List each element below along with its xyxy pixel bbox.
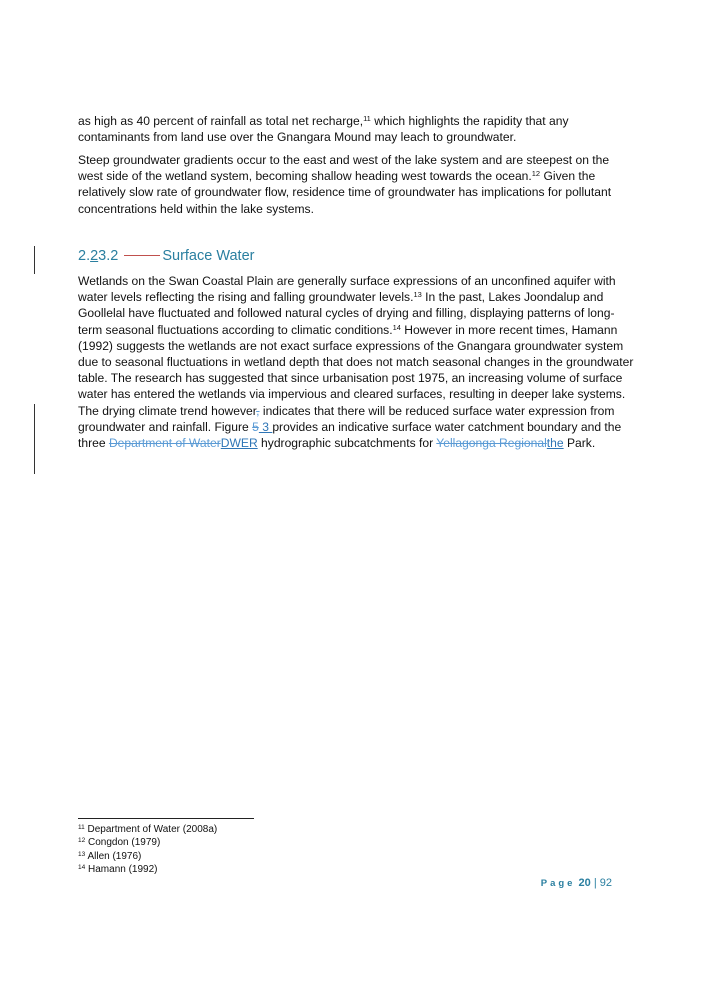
footnote-text: Department of Water (2008a) [84, 824, 218, 835]
footnote-item [78, 823, 217, 836]
revision-change-bar [34, 404, 35, 474]
paragraph-text: indicates that there will be reduced surface water expression from groundwater and rainfall. Figure [78, 403, 615, 434]
paragraph-text: Given the relatively slow rate of groundwater flow, residence time of groundwater has implications for pollutant concentrations held within the lake systems. [78, 169, 612, 216]
paragraph-text: Park. [563, 436, 596, 451]
paragraph-text: hydrographic subcatchments for [257, 436, 437, 451]
footnote-ref-13[interactable]: 13 [413, 290, 422, 300]
footnote-separator [78, 818, 254, 819]
footnote-text: Hamann (1992) [85, 864, 158, 876]
deleted-tab-marker [124, 255, 160, 256]
revision-change-bar [34, 246, 35, 274]
footnote-ref-14[interactable]: 14 [392, 322, 401, 332]
inserted-text: 2 [90, 248, 99, 264]
page-number [541, 877, 612, 889]
deleted-text: Department of Water [108, 436, 221, 451]
deleted-text: Yellagonga Regional [436, 436, 547, 451]
paragraph-text: which highlights the rapidity that any contaminants from land use over the Gnangara Mound may leach to groundwater. [78, 114, 569, 145]
current-page: 20 [578, 877, 591, 889]
page-separator: | [590, 877, 600, 889]
paragraph-text: provides an indicative surface water catchment boundary and the three [78, 419, 622, 451]
section-number: 3.2 [98, 248, 119, 264]
footnote-item [78, 850, 217, 863]
inserted-text: DWER [220, 436, 258, 451]
inserted-text: 3 [258, 419, 273, 434]
paragraph-text: Steep groundwater gradients occur to the east and west of the lake system and are steepest on the west side of the wetland system, becoming shallow heading west towards the ocean. [78, 153, 610, 184]
footnote-number: 11 [78, 824, 85, 831]
footnote-item [78, 863, 217, 876]
total-pages: 92 [599, 877, 612, 889]
section-number: 2. [78, 248, 91, 264]
footnote-number: 13 [78, 850, 86, 858]
paragraph-text: However in more recent times, Hamann (1992) suggests the wetlands are not exact surface expressions of the Gnangara groundwater system due to seasonal fluctuations in wetland depth that does not match seasonal changes in the groundwater table. The research has suggested that since urbanisation post 1975, an increasing volume of surface water has entered the wetlands via impervious and cleared surfaces, resulting in deeper lake systems. The drying climate trend however [78, 322, 634, 418]
footnotes [78, 823, 217, 877]
paragraph-surface-water [78, 273, 634, 451]
paragraph-text: In the past, Lakes Joondalup and Goollelal have fluctuated and followed natural cycles of drying and filling, displaying patterns of long-term seasonal fluctuations according to climatic conditions. [78, 290, 615, 337]
deleted-text: , [256, 403, 260, 418]
footnote-ref-12[interactable]: 12 [531, 169, 541, 179]
paragraph-text: as high as 40 percent of rainfall as total net recharge, [78, 114, 364, 128]
paragraph-gradients [78, 152, 634, 217]
footnote-number: 14 [78, 864, 86, 872]
footnote-ref-11[interactable]: 11 [363, 114, 371, 123]
section-title: Surface Water [162, 248, 255, 264]
deleted-text: 5 [252, 419, 259, 434]
inserted-text: the [546, 436, 564, 451]
footnote-item [78, 836, 217, 849]
page-label: Page [540, 878, 576, 889]
paragraph-text: Wetlands on the Swan Coastal Plain are generally surface expressions of an unconfined aquifer with water levels reflecting the rising and falling groundwater levels. [78, 274, 616, 305]
paragraph-recharge [78, 113, 634, 145]
footnote-text: Allen (1976) [85, 850, 142, 862]
footnote-number: 12 [78, 837, 86, 845]
footnote-text: Congdon (1979) [85, 837, 161, 849]
section-heading [78, 248, 254, 264]
